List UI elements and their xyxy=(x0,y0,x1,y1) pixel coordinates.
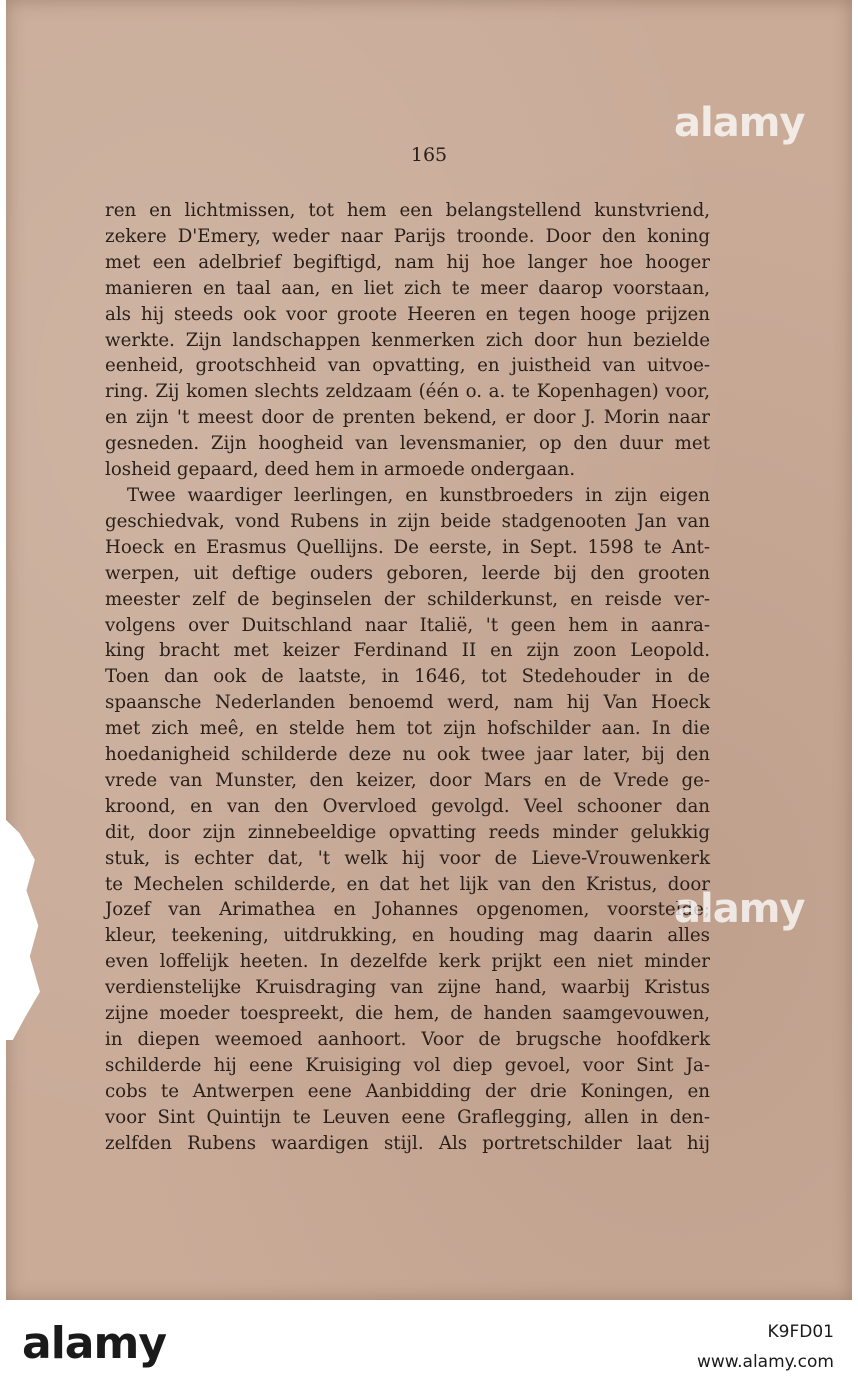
text-line: manieren en taal aan, en liet zich te meer daarop voorstaan, xyxy=(105,277,710,299)
text-line: voor Sint Quintijn te Leuven eene Graflegging, allen in den- xyxy=(105,1106,710,1128)
text-line: zekere D'Emery, weder naar Parijs troonde. Door den koning xyxy=(105,225,710,247)
footer-logo: alamy xyxy=(22,1318,166,1369)
text-line: Jozef van Arimathea en Johannes opgenomen, voorstelde; xyxy=(105,899,710,921)
text-line: ring. Zij komen slechts zeldzaam (één o. a. te Kopenhagen) voor, xyxy=(105,381,710,403)
text-line: hoedanigheid schilderde deze nu ook twee jaar later, bij den xyxy=(105,744,710,766)
text-line: verdienstelijke Kruisdraging van zijne hand, waarbij Kristus xyxy=(105,977,710,999)
text-line: en zijn 't meest door de prenten bekend, er door J. Morin naar xyxy=(105,407,710,429)
text-line: meester zelf de beginselen der schilderkunst, en reisde ver- xyxy=(105,588,710,610)
text-line: werkte. Zijn landschappen kenmerken zich door hun bezielde xyxy=(105,329,710,351)
text-line: dit, door zijn zinnebeeldige opvatting reeds minder gelukkig xyxy=(105,821,710,843)
text-line: volgens over Duitschland naar Italië, 't geen hem in aanra- xyxy=(105,614,710,636)
text-line: even loffelijk heeten. In dezelfde kerk prijkt een niet minder xyxy=(105,951,710,973)
text-line: zelfden Rubens waardigen stijl. Als portretschilder laat hij xyxy=(105,1132,710,1154)
text-line: eenheid, grootschheid van opvatting, en juistheid van uitvoe- xyxy=(105,355,710,377)
text-line: met een adelbrief begiftigd, nam hij hoe langer hoe hooger xyxy=(105,251,710,273)
text-line: te Mechelen schilderde, en dat het lijk van den Kristus, door xyxy=(105,873,710,895)
text-line: gesneden. Zijn hoogheid van levensmanier, op den duur met xyxy=(105,433,710,455)
text-line: losheid gepaard, deed hem in armoede ondergaan. xyxy=(105,459,576,481)
text-line: in diepen weemoed aanhoort. Voor de brugsche hoofdkerk xyxy=(105,1029,710,1050)
watermark-logo: alamy xyxy=(674,100,805,146)
text-line: zijne moeder toespreekt, die hem, de handen saamgevouwen, xyxy=(105,1003,710,1025)
watermark-logo: alamy xyxy=(674,886,805,932)
text-line: schilderde hij eene Kruisiging vol diep gevoel, voor Sint Ja- xyxy=(105,1054,710,1076)
torn-edge xyxy=(6,820,40,1040)
text-line: king bracht met keizer Ferdinand II en zijn zoon Leopold. xyxy=(105,640,710,662)
book-page xyxy=(6,0,852,1300)
body-text xyxy=(105,198,710,1157)
text-line: kleur, teekening, uitdrukking, en houding mag daarin alles xyxy=(105,925,710,947)
text-line: geschiedvak, vond Rubens in zijn beide stadgenooten Jan van xyxy=(105,510,710,532)
text-line: vrede van Munster, den keizer, door Mars en de Vrede ge- xyxy=(105,769,710,791)
text-line: ren en lichtmissen, tot hem een belangstellend kunstvriend, xyxy=(105,200,710,221)
text-line: Twee waardiger leerlingen, en kunstbroeders in zijn eigen xyxy=(127,484,710,506)
text-line: spaansche Nederlanden benoemd werd, nam hij Van Hoeck xyxy=(105,692,710,714)
text-line: kroond, en van den Overvloed gevolgd. Veel schooner dan xyxy=(105,795,710,817)
text-line: als hij steeds ook voor groote Heeren en tegen hooge prijzen xyxy=(105,303,710,325)
text-line: stuk, is echter dat, 't welk hij voor de Lieve-Vrouwenkerk xyxy=(105,847,710,869)
site-url: www.alamy.com xyxy=(696,1352,834,1372)
text-line: cobs te Antwerpen eene Aanbidding der drie Koningen, en xyxy=(105,1080,710,1102)
text-line: met zich meê, en stelde hem tot zijn hofschilder aan. In die xyxy=(105,718,710,740)
text-line: werpen, uit deftige ouders geboren, leerde bij den grooten xyxy=(105,562,710,584)
image-id: K9FD01 xyxy=(767,1322,834,1342)
page-number: 165 xyxy=(410,144,448,166)
text-line: Toen dan ook de laatste, in 1646, tot Stedehouder in de xyxy=(105,666,710,688)
text-line: Hoeck en Erasmus Quellijns. De eerste, in Sept. 1598 te Ant- xyxy=(105,536,710,558)
